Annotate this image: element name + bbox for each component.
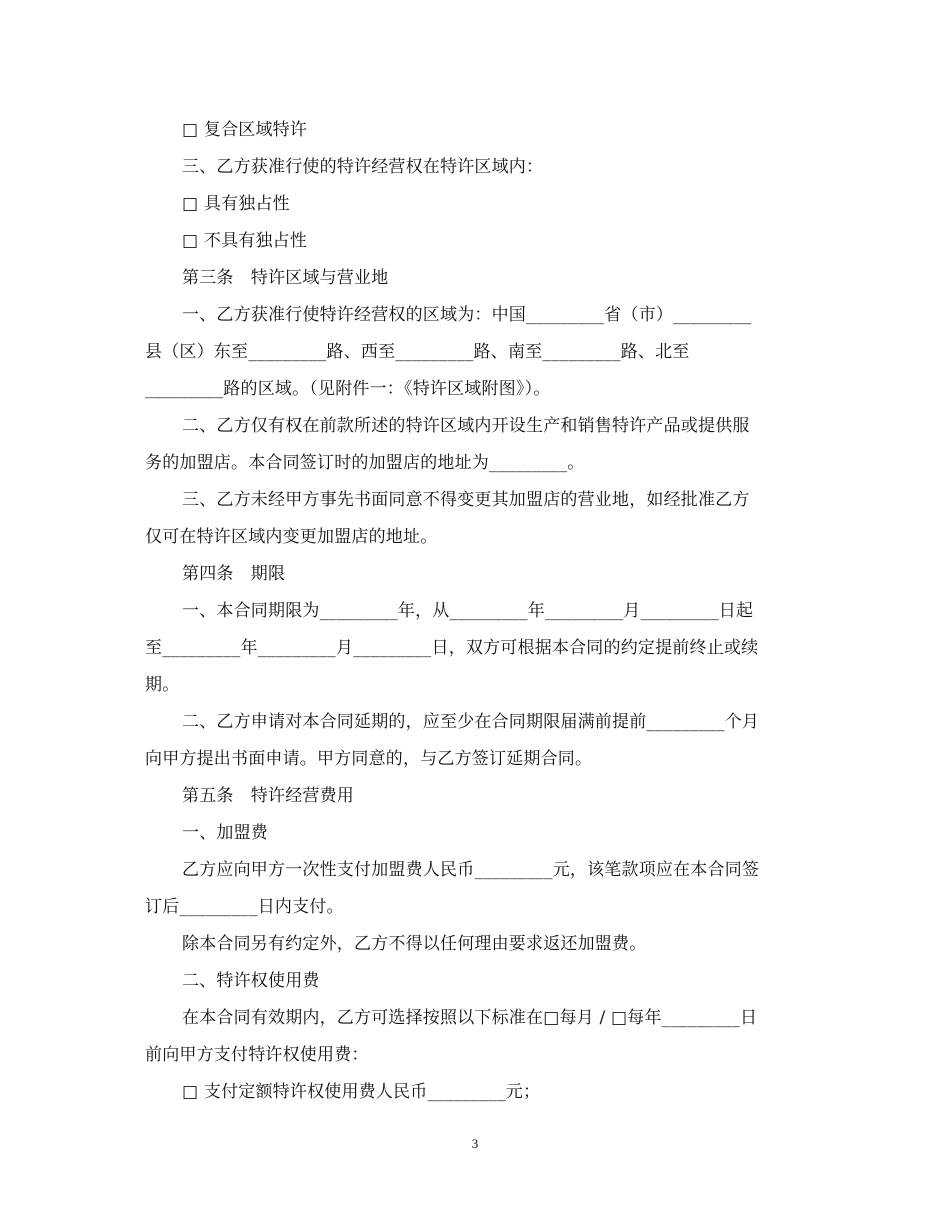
paragraph-line: 在本合同有效期内，乙方可选择按照以下标准在□每月 / □每年_________日 bbox=[182, 1008, 758, 1028]
paragraph-line: 三、乙方未经甲方事先书面同意不得变更其加盟店的营业地，如经批准乙方 bbox=[182, 490, 750, 510]
paragraph-line: 务的加盟店。本合同签订时的加盟店的地址为_________。 bbox=[145, 453, 585, 473]
contract-body bbox=[145, 112, 810, 1111]
checkbox-option-composite-region: □ 复合区域特许 bbox=[182, 120, 308, 140]
paragraph-line: 二、乙方仅有权在前款所述的特许区域内开设生产和销售特许产品或提供服 bbox=[182, 416, 750, 436]
article-3-heading: 第三条 特许区域与营业地 bbox=[182, 268, 389, 288]
paragraph-line: 乙方应向甲方一次性支付加盟费人民币_________元，该笔款项应在本合同签 bbox=[182, 860, 760, 880]
paragraph-line: 订后_________日内支付。 bbox=[145, 897, 344, 917]
paragraph-line: 向甲方提出书面申请。甲方同意的，与乙方签订延期合同。 bbox=[145, 749, 593, 769]
section-royalty-heading: 二、特许权使用费 bbox=[182, 971, 320, 991]
paragraph-line: 二、乙方申请对本合同延期的，应至少在合同期限届满前提前_________个月 bbox=[182, 712, 760, 732]
paragraph-line: 除本合同另有约定外，乙方不得以任何理由要求返还加盟费。 bbox=[182, 934, 647, 954]
paragraph-line: 期。 bbox=[145, 675, 180, 695]
article-5-heading: 第五条 特许经营费用 bbox=[182, 786, 354, 806]
paragraph-line: 一、乙方获准行使特许经营权的区域为：中国_________省（市）_________ bbox=[182, 305, 752, 325]
paragraph-line: 仅可在特许区域内变更加盟店的地址。 bbox=[145, 527, 438, 547]
paragraph-line: 至_________年_________月_________日，双方可根据本合同的约定提前终止或续 bbox=[145, 638, 759, 658]
page-number: 3 bbox=[471, 1136, 479, 1151]
checkbox-option-non-exclusive: □ 不具有独占性 bbox=[182, 231, 308, 251]
section-franchise-fee-heading: 一、加盟费 bbox=[182, 823, 268, 843]
clause-exclusivity-heading: 三、乙方获准行使的特许经营权在特许区域内： bbox=[182, 157, 544, 177]
checkbox-option-exclusive: □ 具有独占性 bbox=[182, 194, 290, 214]
checkbox-option-fixed-royalty: □ 支付定额特许权使用费人民币_________元； bbox=[182, 1082, 541, 1102]
article-4-heading: 第四条 期限 bbox=[182, 564, 286, 584]
paragraph-line: _________路的区域。（见附件一：《特许区域附图》）。 bbox=[145, 379, 551, 399]
paragraph-line: 县（区）东至_________路、西至_________路、南至_________路、北至 bbox=[145, 342, 690, 362]
paragraph-line: 前向甲方支付特许权使用费： bbox=[145, 1045, 369, 1065]
paragraph-line: 一、本合同期限为_________年，从_________年_________月_________日起 bbox=[182, 601, 754, 621]
